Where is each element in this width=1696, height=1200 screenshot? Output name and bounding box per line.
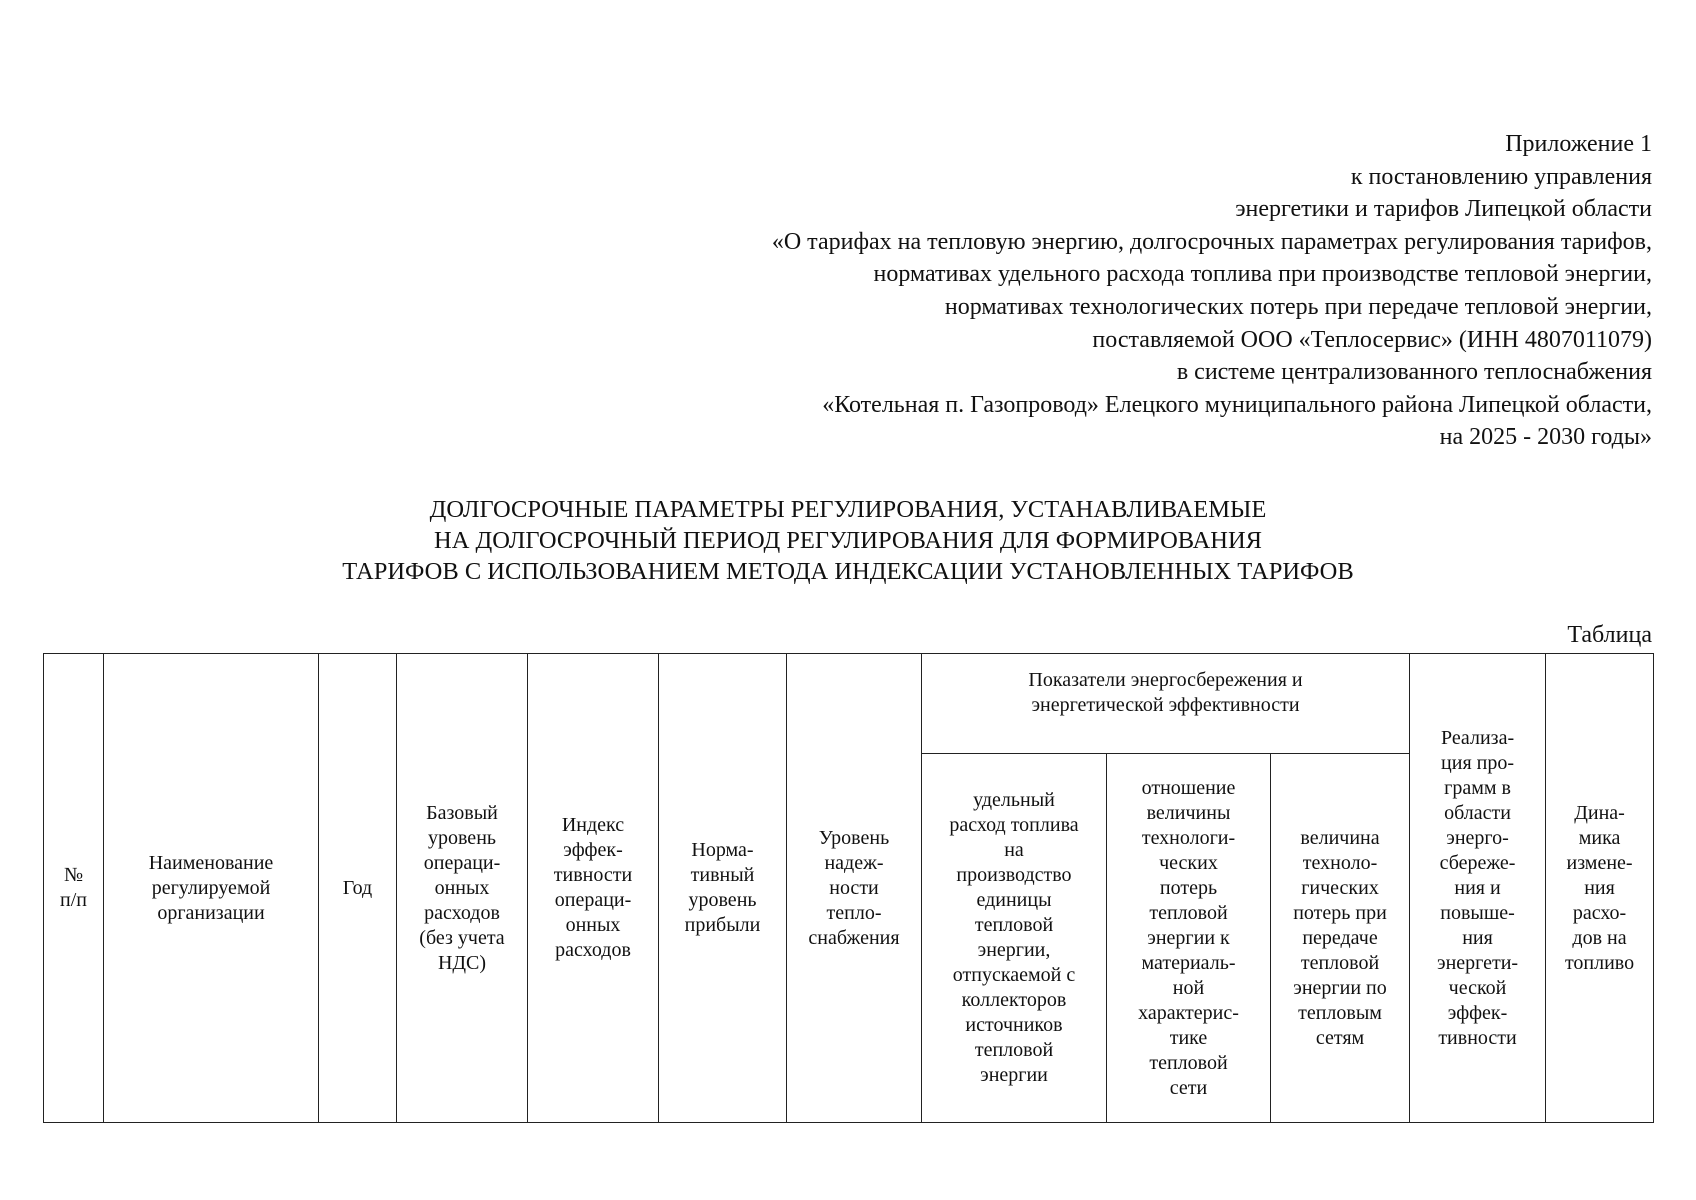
header-base-opex: Базовый уровень операци- онных расходов (без учета НДС)	[397, 654, 528, 1123]
title-line: НА ДОЛГОСРОЧНЫЙ ПЕРИОД РЕГУЛИРОВАНИЯ ДЛЯ ФОРМИРОВАНИЯ	[434, 527, 1262, 554]
header-year: Год	[319, 654, 397, 1123]
appendix-line: поставляемой ООО «Теплосервис» (ИНН 4807011079)	[1092, 326, 1652, 353]
header-normative-profit: Норма- тивный уровень прибыли	[659, 654, 787, 1123]
title-line: ДОЛГОСРОЧНЫЕ ПАРАМЕТРЫ РЕГУЛИРОВАНИЯ, УСТАНАВЛИВАЕМЫЕ	[429, 496, 1267, 523]
appendix-line: нормативах удельного расхода топлива при производстве тепловой энергии,	[873, 261, 1652, 288]
header-fuel-dynamics: Дина- мика измене- ния расхо- дов на топливо	[1546, 654, 1654, 1123]
appendix-block	[552, 128, 1652, 454]
parameters-table	[43, 653, 1654, 1123]
header-fuel-rate: удельный расход топлива на производство единицы тепловой энергии, отпускаемой с коллекторов источников тепловой энергии	[922, 754, 1107, 1123]
document-title	[0, 494, 1696, 587]
appendix-line: «О тарифах на тепловую энергию, долгосрочных параметрах регулирования тарифов,	[771, 228, 1652, 255]
appendix-line: Приложение 1	[1505, 131, 1652, 157]
header-loss-value: величина техноло- гических потерь при передаче тепловой энергии по тепловым сетям	[1271, 754, 1410, 1123]
appendix-line: нормативах технологических потерь при передаче тепловой энергии,	[944, 293, 1652, 320]
header-reliability: Уровень надеж- ности тепло- снабжения	[787, 654, 922, 1123]
header-energy-programs: Реализа- ция про- грамм в области энерго- сбереже- ния и повыше- ния энергети- ческой эффек- тивности	[1410, 654, 1546, 1123]
table-label: Таблица	[1567, 622, 1652, 648]
title-line: ТАРИФОВ С ИСПОЛЬЗОВАНИЕМ МЕТОДА ИНДЕКСАЦИИ УСТАНОВЛЕННЫХ ТАРИФОВ	[342, 558, 1354, 585]
appendix-line: на 2025 - 2030 годы»	[1439, 424, 1652, 451]
header-number: № п/п	[44, 654, 104, 1123]
header-organization: Наименование регулируемой организации	[104, 654, 319, 1123]
header-energy-indicators-group: Показатели энергосбережения и энергетической эффективности	[922, 654, 1410, 754]
appendix-line: энергетики и тарифов Липецкой области	[1235, 196, 1652, 223]
header-efficiency-index: Индекс эффек- тивности операци- онных расходов	[528, 654, 659, 1123]
appendix-line: «Котельная п. Газопровод» Елецкого муниципального района Липецкой области,	[822, 391, 1652, 418]
header-loss-ratio: отношение величины технологи- ческих потерь тепловой энергии к материаль- ной характерис- тике тепловой сети	[1107, 754, 1271, 1123]
appendix-line: к постановлению управления	[1350, 163, 1652, 190]
appendix-line: в системе централизованного теплоснабжения	[1176, 359, 1652, 386]
